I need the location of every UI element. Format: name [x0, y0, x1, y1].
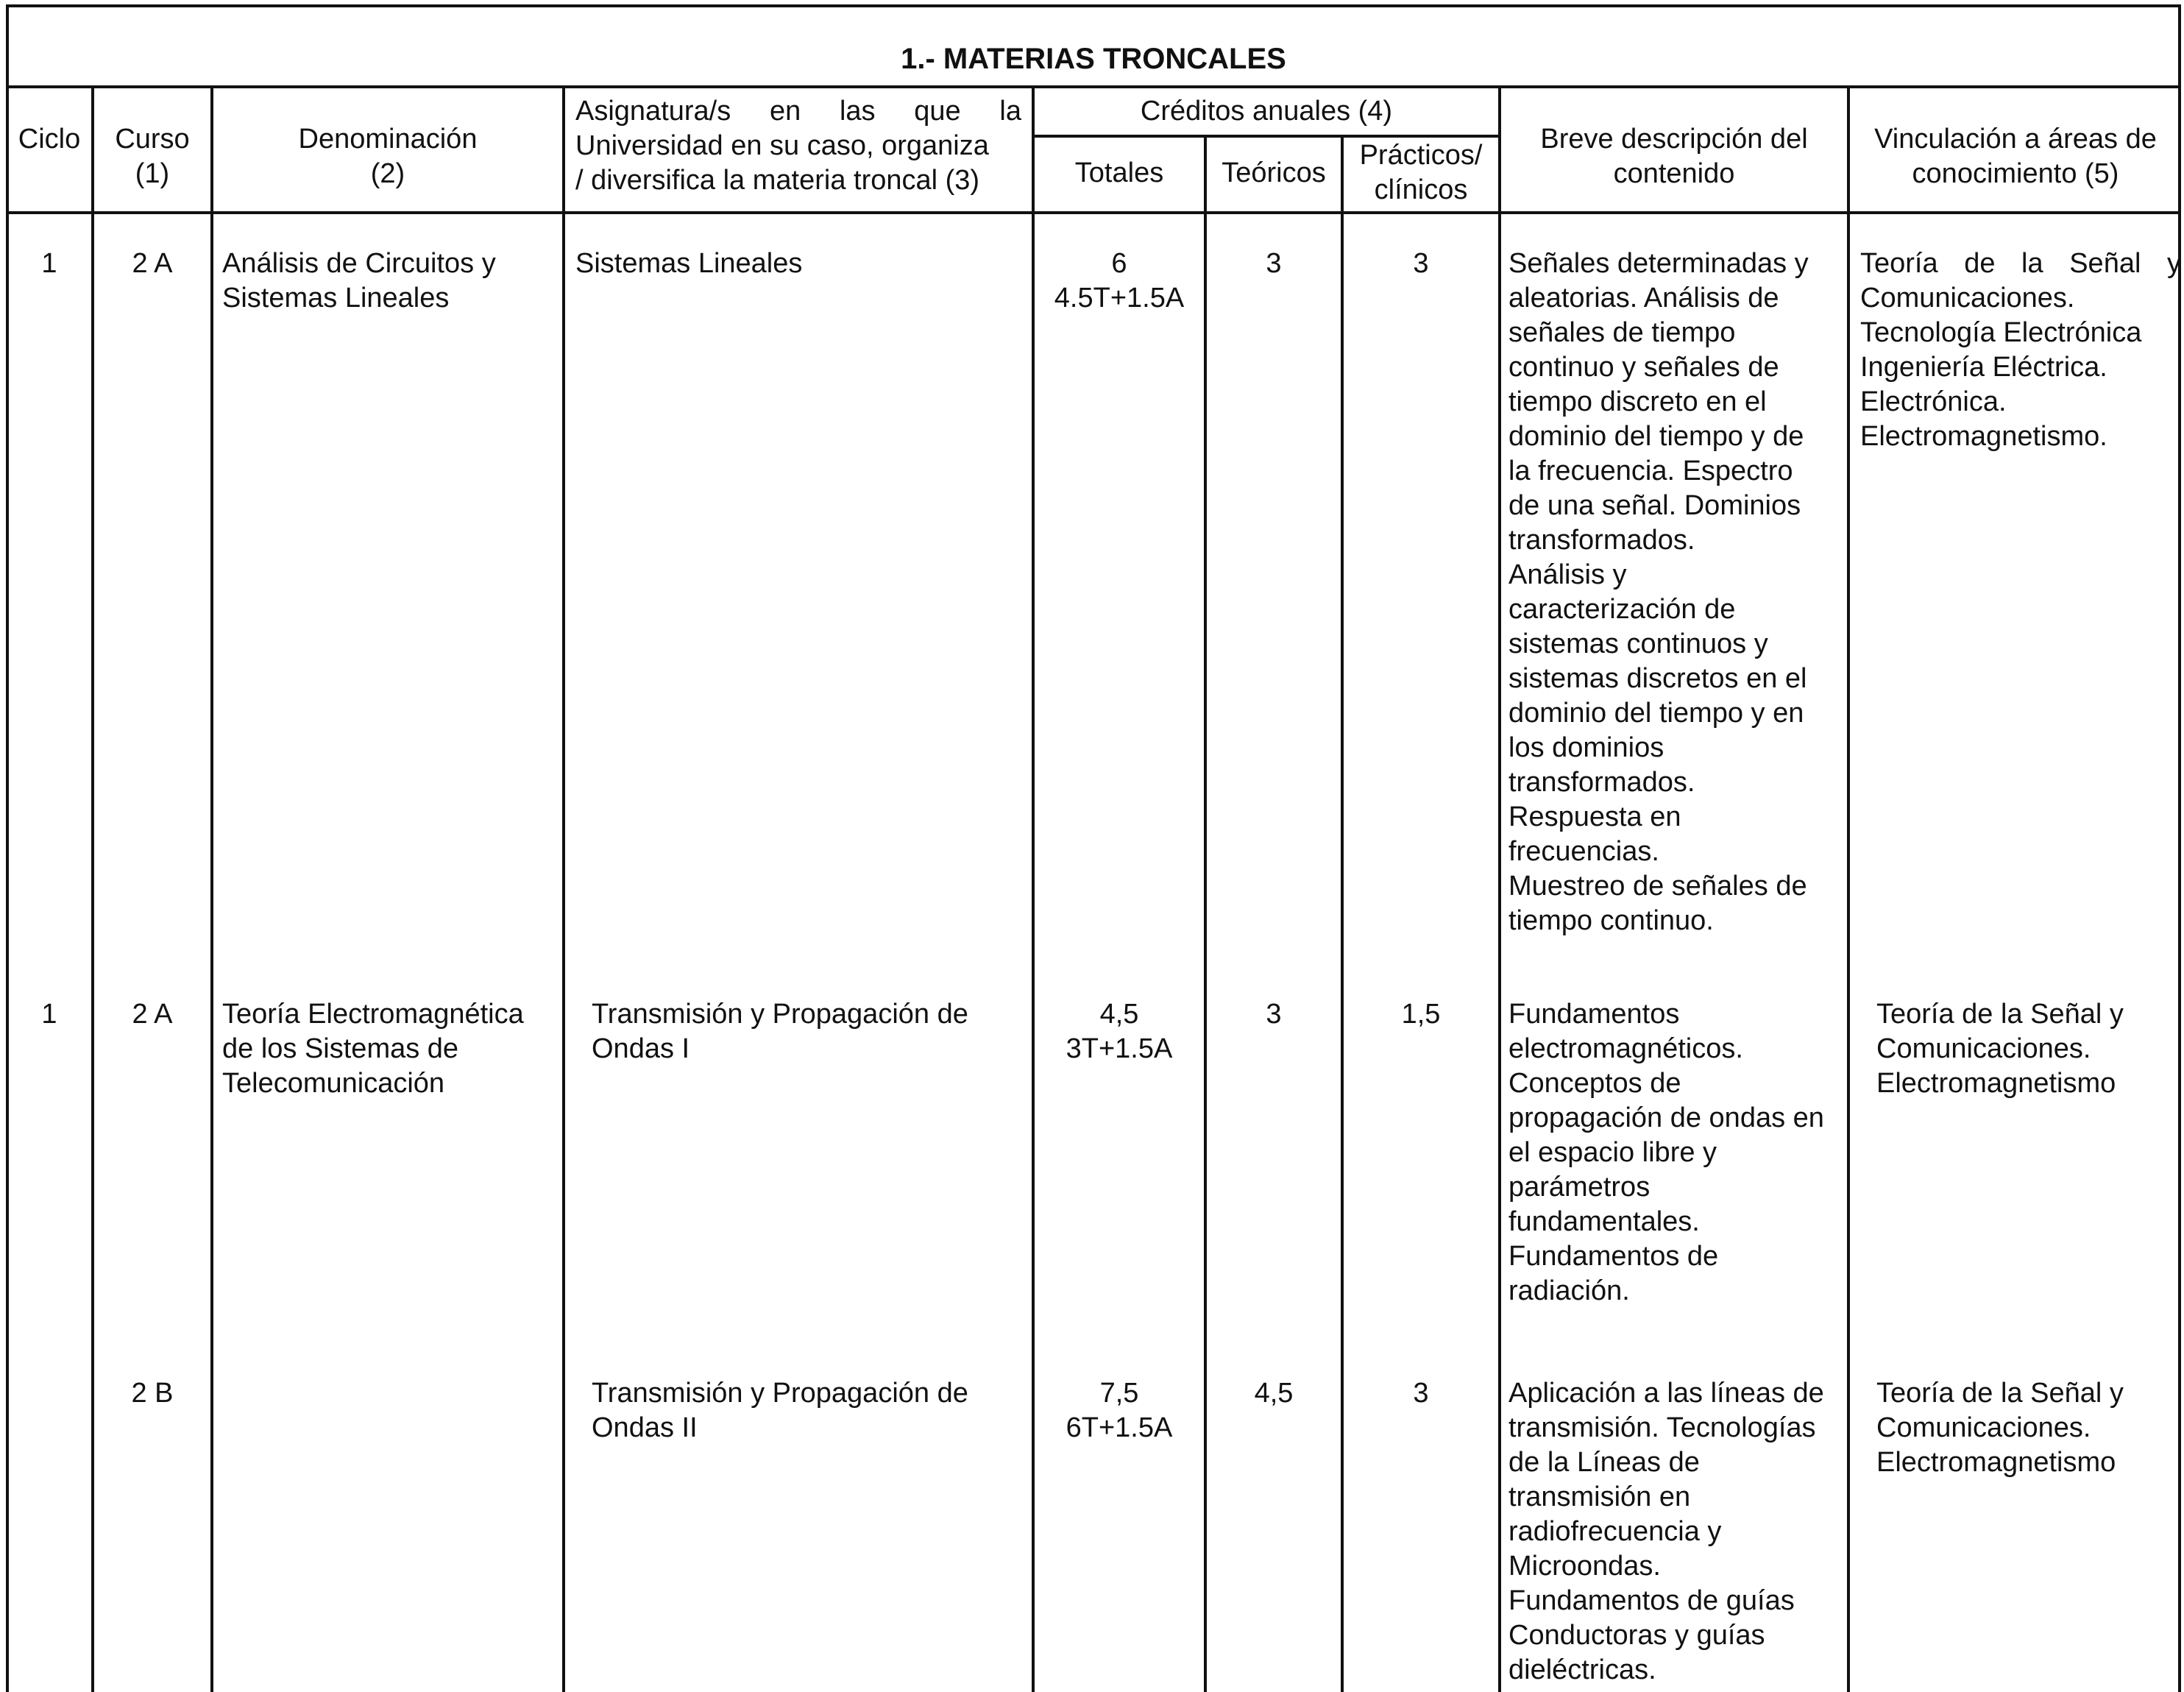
- cell-line: Comunicaciones.: [1876, 1412, 2091, 1443]
- cell-line: Sistemas Lineales: [575, 248, 803, 279]
- cell-line: dominio del tiempo y de: [1508, 421, 1804, 452]
- cell-denominacion: [222, 997, 561, 1101]
- cell-practicos: [1344, 1376, 1498, 1411]
- header-curso: Curso (1): [115, 124, 190, 189]
- cell-line: Teoría Electromagnética: [222, 999, 524, 1030]
- cell-descripcion: [1508, 997, 1847, 1309]
- cell-line: sistemas discretos en el: [1508, 663, 1807, 694]
- header-ciclo: Ciclo: [18, 124, 81, 155]
- cell-totales: [1035, 1376, 1204, 1445]
- cell-line: Ondas I: [592, 1033, 690, 1064]
- cell-line: continuo y señales de: [1508, 352, 1779, 383]
- cell-line: transmisión en: [1508, 1482, 1691, 1512]
- cell-line: el espacio libre y: [1508, 1137, 1717, 1168]
- cell-line: 7,5: [1099, 1378, 1139, 1409]
- cell-descripcion: [1508, 247, 1847, 938]
- cell-line: caracterización de: [1508, 594, 1736, 625]
- cell-line: 1: [41, 999, 57, 1030]
- cell-line: Teoría de la Señal y: [1860, 248, 2181, 279]
- cell-asignatura: [592, 997, 1040, 1066]
- cell-line: Conductoras y guías: [1508, 1620, 1765, 1651]
- cell-line: parámetros: [1508, 1172, 1651, 1203]
- header-teoricos: Teóricos: [1222, 157, 1326, 188]
- header-creditos: Créditos anuales (4): [1140, 96, 1393, 127]
- cell-line: Aplicación a las líneas de: [1508, 1378, 1824, 1409]
- cell-ciclo: [7, 247, 91, 281]
- cell-line: Muestreo de señales de: [1508, 871, 1807, 902]
- header-denominacion: Denominación (2): [298, 124, 478, 189]
- cell-line: Electromagnetismo.: [1860, 421, 2107, 452]
- cell-line: 3: [1413, 248, 1429, 279]
- cell-line: de los Sistemas de: [222, 1033, 459, 1064]
- cell-line: 3: [1266, 999, 1282, 1030]
- cell-line: Sistemas Lineales: [222, 283, 450, 314]
- cell-denominacion: [222, 247, 561, 316]
- cell-teoricos: [1207, 247, 1341, 281]
- cell-curso: [94, 247, 210, 281]
- cell-vinculacion: [1876, 997, 2184, 1101]
- cell-line: Fundamentos: [1508, 999, 1680, 1030]
- header-vinculacion: Vinculación a áreas de conocimiento (5): [1874, 124, 2157, 189]
- cell-line: Teoría de la Señal y: [1876, 1378, 2124, 1409]
- cell-line: Telecomunicación: [222, 1068, 445, 1099]
- cell-line: electromagnéticos.: [1508, 1033, 1743, 1064]
- col-rule-6: [1341, 135, 1344, 1692]
- cell-line: propagación de ondas en: [1508, 1102, 1824, 1133]
- cell-line: transformados.: [1508, 525, 1695, 556]
- cell-line: Comunicaciones.: [1860, 283, 2075, 314]
- cell-teoricos: [1207, 1376, 1341, 1411]
- cell-ciclo: [7, 997, 91, 1032]
- cell-line: Respuesta en: [1508, 801, 1681, 832]
- cell-asignatura: [575, 247, 1024, 281]
- col-rule-5: [1204, 135, 1207, 1692]
- col-rule-3: [562, 85, 565, 1692]
- cell-line: 4.5T+1.5A: [1054, 283, 1185, 314]
- cell-line: radiación.: [1508, 1275, 1630, 1306]
- cell-practicos: [1344, 247, 1498, 281]
- cell-line: 2 A: [132, 999, 173, 1030]
- cell-line: Transmisión y Propagación de: [592, 999, 968, 1030]
- header-totales: Totales: [1074, 157, 1164, 188]
- cell-line: transmisión. Tecnologías: [1508, 1412, 1816, 1443]
- cell-line: 2 A: [132, 248, 173, 279]
- cell-line: fundamentales.: [1508, 1206, 1700, 1237]
- cell-line: de la Líneas de: [1508, 1447, 1700, 1478]
- cell-line: Tecnología Electrónica: [1860, 317, 2142, 348]
- cell-line: Microondas.: [1508, 1551, 1661, 1582]
- cell-totales: [1035, 997, 1204, 1066]
- cell-line: tiempo continuo.: [1508, 905, 1714, 936]
- cell-line: Teoría de la Señal y: [1876, 999, 2124, 1030]
- cell-line: 1: [41, 248, 57, 279]
- cell-curso: [94, 997, 210, 1032]
- cell-line: Electrónica.: [1860, 386, 2007, 417]
- cell-line: 1,5: [1401, 999, 1441, 1030]
- cell-vinculacion: [1860, 247, 2181, 454]
- col-rule-4: [1032, 85, 1035, 1692]
- cell-totales: [1035, 247, 1204, 316]
- cell-line: tiempo discreto en el: [1508, 386, 1767, 417]
- rule-under-header: [6, 211, 2181, 214]
- cell-line: Análisis de Circuitos y: [222, 248, 496, 279]
- header-asignatura: Asignatura/s en las que la Universidad en su caso, organiza / diversifica la materia troncal (3): [575, 96, 1021, 196]
- cell-line: Señales determinadas y: [1508, 248, 1809, 279]
- cell-line: transformados.: [1508, 767, 1695, 798]
- cell-practicos: [1344, 997, 1498, 1032]
- cell-line: 3: [1413, 1378, 1429, 1409]
- col-rule-7: [1498, 85, 1501, 1692]
- col-rule-1: [91, 85, 94, 1692]
- cell-line: de una señal. Dominios: [1508, 490, 1801, 521]
- cell-line: Electromagnetismo: [1876, 1068, 2116, 1099]
- cell-line: Fundamentos de: [1508, 1241, 1719, 1272]
- cell-line: Conceptos de: [1508, 1068, 1681, 1099]
- cell-line: 2 B: [131, 1378, 174, 1409]
- cell-line: 4,5: [1254, 1378, 1294, 1409]
- cell-line: radiofrecuencia y: [1508, 1516, 1722, 1547]
- cell-line: señales de tiempo: [1508, 317, 1736, 348]
- cell-asignatura: [592, 1376, 1040, 1445]
- header-descripcion: Breve descripción del contenido: [1540, 124, 1808, 189]
- cell-line: aleatorias. Análisis de: [1508, 283, 1779, 314]
- rule-under-title: [6, 85, 2181, 88]
- cell-descripcion: [1508, 1376, 1847, 1688]
- header-practicos: Prácticos/ clínicos: [1359, 140, 1483, 205]
- cell-line: la frecuencia. Espectro: [1508, 456, 1793, 486]
- cell-line: sistemas continuos y: [1508, 629, 1768, 659]
- cell-line: Transmisión y Propagación de: [592, 1378, 968, 1409]
- cell-line: Fundamentos de guías: [1508, 1585, 1795, 1616]
- cell-teoricos: [1207, 997, 1341, 1032]
- cell-vinculacion: [1876, 1376, 2184, 1480]
- cell-line: 3: [1266, 248, 1282, 279]
- cell-line: 4,5: [1099, 999, 1139, 1030]
- cell-line: 3T+1.5A: [1066, 1033, 1173, 1064]
- cell-line: 6T+1.5A: [1066, 1412, 1173, 1443]
- col-rule-8: [1847, 85, 1850, 1692]
- cell-line: Ondas II: [592, 1412, 698, 1443]
- page-title: 1.- MATERIAS TRONCALES: [901, 43, 1286, 75]
- cell-line: Análisis y: [1508, 559, 1627, 590]
- cell-line: Comunicaciones.: [1876, 1033, 2091, 1064]
- col-rule-2: [210, 85, 213, 1692]
- cell-line: los dominios: [1508, 732, 1664, 763]
- cell-curso: [94, 1376, 210, 1411]
- cell-line: dominio del tiempo y en: [1508, 698, 1804, 729]
- cell-line: frecuencias.: [1508, 836, 1659, 867]
- cell-line: Electromagnetismo: [1876, 1447, 2116, 1478]
- cell-line: 6: [1111, 248, 1127, 279]
- cell-line: dieléctricas.: [1508, 1654, 1656, 1685]
- rule-under-creditos: [1032, 135, 1501, 138]
- cell-line: Ingeniería Eléctrica.: [1860, 352, 2107, 383]
